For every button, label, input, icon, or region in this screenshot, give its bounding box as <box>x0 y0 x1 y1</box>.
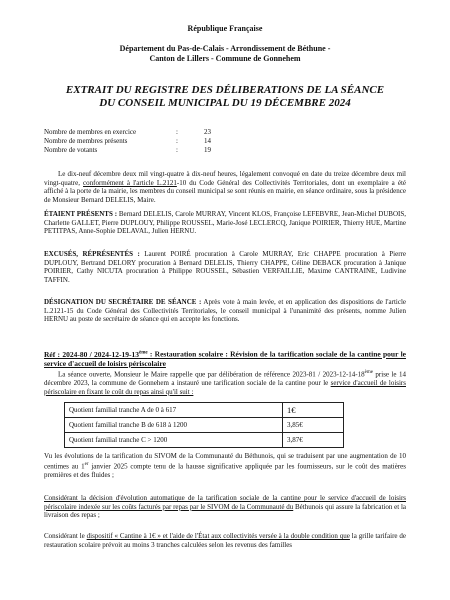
deliberation-reference <box>44 348 406 368</box>
count-row <box>44 146 224 155</box>
republique-heading: République Française <box>187 24 263 33</box>
count-value: 19 <box>204 146 211 154</box>
considerant-2-text: Considérant le <box>44 532 87 540</box>
tarif-amount: 3,85€ <box>283 418 344 433</box>
reference-sup: ème <box>138 350 148 355</box>
intro-text-rest: -10 du Code Général des Collectivités Territoriales, dont un exemplaire a été affiché à la porte de la mairie, les membres du conseil municipal se sont réunis en mairie, en séance ordinaire, sous la présidence de Monsieur Bernard DELELIS, Maire. <box>44 178 406 204</box>
table-row <box>65 403 344 418</box>
seance-text-2: prise le 14 décembre 2023, la commune de Gonnehem a instauré une tarification sociale de la cantine pour le <box>44 370 406 387</box>
tarif-label: Quotient familial tranche C > 1200 <box>65 433 283 448</box>
table-row <box>65 433 344 448</box>
member-counts <box>44 128 224 155</box>
intro-text: Le dix-neuf décembre deux mil vingt-quatre à dix-neuf heures, légalement convoqué en date du treize décembre deux mil vingt-quatre, <box>44 170 406 187</box>
evolutions-text-2: janvier 2025 compte tenu de la hausse significative appliquée par les fournisseurs, sur le coût des matières premières et des fluides ; <box>44 461 406 479</box>
extrait-title-line-2: DU CONSEIL MUNICIPAL DU 19 DÉCEMBRE 2024 <box>99 97 351 109</box>
reference-number <box>44 350 148 359</box>
count-separator: : <box>176 128 178 136</box>
count-value: 14 <box>204 137 211 145</box>
table-row <box>65 418 344 433</box>
count-label: Nombre de membres présents <box>44 137 128 145</box>
count-value: 23 <box>204 128 211 136</box>
intro-legal-reference: conformément à l'article L.2121 <box>83 178 177 187</box>
presents-paragraph <box>44 210 406 236</box>
count-label: Nombre de membres en exercice <box>44 128 137 136</box>
evolutions-sup: er <box>84 461 89 467</box>
considerant-2-underlined: dispositif « Cantine à 1€ » et l'aide de l'État aux collectivités versée à la double condition que <box>86 532 350 540</box>
considerant-1-paragraph <box>44 494 406 520</box>
tarif-label: Quotient familial tranche A de 0 à 617 <box>65 403 283 418</box>
considerant-2-paragraph <box>44 532 406 549</box>
reference-title: : Restauration scolaire : Révision de la tarification sociale de la cantine pour le service d'accueil de loisirs périscolaire <box>44 349 406 368</box>
considerant-1-rest: Béthunois qui assure la fabrication et la livraison des repas ; <box>44 502 406 520</box>
secretaire-text: Après vote à main levée, et en application des dispositions de l'article L.2121-15 du Code Général des Collectivités Territoriales, le conseil municipal à l'unanimité des présents, nomme Julien HERNU au poste de secrétaire de séance qui en accepte les fonctions. <box>44 298 407 324</box>
count-label: Nombre de votants <box>44 146 98 154</box>
presents-label: ÉTAIENT PRÉSENTS : <box>44 210 118 218</box>
count-row <box>44 128 224 137</box>
tarif-table <box>64 402 344 448</box>
count-separator: : <box>176 137 178 145</box>
considerant-2-rest: la grille tarifaire de restauration scolaire prévoit au moins 3 tranches calculées selon les revenus des familles <box>44 532 406 549</box>
departement-line-2: Canton de Lillers - Commune de Gonnehem <box>149 54 301 63</box>
reference-prefix: Réf : 2024-80 / 2024-12-19-13 <box>44 349 139 359</box>
considerant-1-underlined: Considérant la décision d'évolution automatique de la tarification sociale de la cantine pour le service d'accueil de loisirs périscolaire indexée sur les coûts facturés par repas par le SIVOM de la Communauté du <box>44 494 406 511</box>
secretaire-label: DÉSIGNATION DU SECRÉTAIRE DE SÉANCE : <box>44 298 202 306</box>
count-row <box>44 137 224 146</box>
departement-line-1: Département du Pas-de-Calais - Arrondissement de Béthune - <box>119 44 331 53</box>
seance-text: La séance ouverte, Monsieur le Maire rappelle que par délibération de référence 2023-81 / 2023-12-14-18 <box>58 370 365 379</box>
departement-heading <box>44 44 406 64</box>
tarif-amount: 3,87€ <box>283 433 344 448</box>
extrait-title <box>44 84 406 110</box>
presents-list: Bernard DELELIS, Carole MURRAY, Vincent KLOS, Françoise LEFEBVRE, Jean-Michel DUBOIS, Charlette GALLET, Pierre DUPLOUY, Philippe ROUSSEL, Marie-José LECLERCQ, Janique POIRIER, Thierry HUE, Martine PETITPAS, Anne-Sophie DELAVAL, Julien HERNU. <box>44 210 407 236</box>
seance-paragraph <box>44 369 406 396</box>
tarif-amount: 1€ <box>283 403 344 418</box>
seance-sup: ème <box>364 370 373 375</box>
evolutions-text: Vu les évolutions de la tarification du SIVOM de la Communauté du Béthunois, qui se traduisent par une augmentation de 10 centimes au 1 <box>44 452 406 470</box>
extrait-title-line-1: EXTRAIT DU REGISTRE DES DÉLIBERATIONS DE LA SÉANCE <box>65 84 385 96</box>
evolutions-paragraph <box>44 452 406 479</box>
excuses-label: EXCUSÉS, RÉPRÉSENTÉS : <box>44 250 140 258</box>
excuses-paragraph <box>44 250 406 284</box>
excuses-list: Laurent POIRÉ procuration à Carole MURRAY, Eric CHAPPE procuration à Pierre DUPLOUY, Bertrand DELORY procuration à Bernard DELELIS, Thierry CHAPPE, Céline DEBACK procuration à Janique POIRIER, Cathy NICUTA procuration à Philippe ROUSSEL, Sébastien VERFAILLIE, Maxime CANTRAINE, Ludivine TAFFIN. <box>44 250 406 284</box>
secretaire-paragraph <box>44 298 406 324</box>
intro-paragraph <box>44 170 406 204</box>
seance-underlined: service d'accueil de loisirs périscolaire en fixant le coût du repas ainsi qu'il suit : <box>44 378 406 396</box>
count-separator: : <box>176 146 178 154</box>
tarif-label: Quotient familial tranche B de 618 à 1200 <box>65 418 283 433</box>
